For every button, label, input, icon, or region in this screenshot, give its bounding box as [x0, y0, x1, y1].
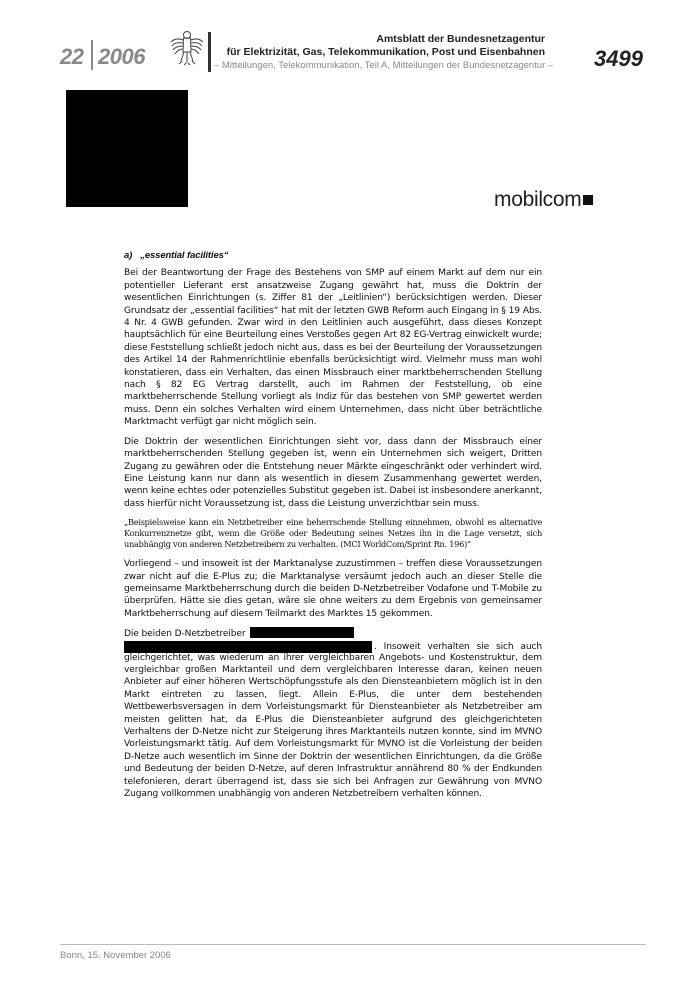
document-body: [124, 250, 542, 807]
paragraph-4-line-tail: . Insoweit verhalten sie sich auch: [374, 641, 542, 652]
federal-eagle-icon: [170, 28, 204, 66]
title-line-2: für Elektrizität, Gas, Telekommunikation, Post und Eisenbahnen: [226, 46, 545, 58]
header-rule: [208, 32, 211, 72]
publication-title: [215, 33, 545, 59]
paragraph-4-lead: Die beiden D-Netzbetreiber: [124, 629, 246, 640]
paragraph-3: Vorliegend – und insoweit ist der Marktanalyse zuzustimmen – treffen diese Voraussetzungen zwar nicht auf die E-Plus zu; die Marktanalyse versäumt jedoch auch an dieser Stelle die gemeinsame Marktbeherrschung durch die beiden D-Netzbetreiber Vodafone und T-Mobile zu überprüfen. Hätte sie dies getan, wäre sie ohne weiters zu dem Ergebnis von gemeinsamer Marktbeherrschung auf diesem Teilmarkt des Marktes 15 gekommen.: [124, 559, 542, 619]
issue-divider: [91, 40, 93, 70]
square-mark-icon: [583, 195, 593, 205]
footer-rule: [60, 944, 646, 945]
paragraph-2: Die Doktrin der wesentlichen Einrichtungen sieht vor, dass dann der Missbrauch einer marktbeherrschenden Stellung gegeben ist, wenn ein Unternehmen sich weigert, Dritten Zugang zu gewähren oder die Entstehung neuer Märkte eingeschränkt oder verhindert wird. Eine Leistung kann nur dann als wesentlich in diesem Zusammenhang gewertet werden, wenn keine echtes oder potenzielles Substitut gegeben ist. Dabei ist insbesondere anerkannt, dass hierfür nicht Voraussetzung ist, dass die Leistung unverzichtbar sein muss.: [124, 436, 542, 509]
mobilcom-logo: [494, 188, 593, 212]
paragraph-4-start: [124, 627, 542, 640]
issue-number: 22: [60, 44, 84, 69]
title-line-1: Amtsblatt der Bundesnetzagentur: [376, 33, 545, 45]
paragraph-1: Bei der Beantwortung der Frage des Bestehens von SMP auf einem Markt auf dem nur ein potentieller Lieferant erst ansatzweise Zugang gewährt hat, muss die Doktrin der wesentlichen Einrichtungen (s. Ziffer 81 der „Leitlinien“) berücksichtigen werden. Dieser Grundsatz der „essential facilities“ hat mit der letzten GWB Reform auch Eingang in § 19 Abs. 4 Nr. 4 GWB gefunden. Zwar wird in den Leitlinien auch ausgeführt, dass dieses Konzept hauptsächlich für eine Beurteilung eines Verstoßes gegen Art 82 EG-Vertrag einwickelt wurde; diese Feststellung schließt jedoch nicht aus, dass es bei der Beurteilung der Voraussetzungen des Artikel 14 der Rahmenrichtlinie ebenfalls berücksichtigt wird. Vielmehr muss man wohl konstatieren, dass ein Verhalten, das einen Missbrauch einer marktbeherrschenden Stellung nach § 82 EG Vertrag darstellt, auch im Rahmen der Feststellung, ob eine marktbeherrschende Stellung vorliegt als Indiz für das bestehen von SMP gewertet werden muss. Denn ein solches Verhalten wird einem Unternehmen, dass nicht über beträchtliche Marktmacht verfügt gar nicht möglich sein.: [124, 268, 542, 428]
section-title: „essential facilities“: [140, 250, 229, 261]
logo-text: mobilcom: [494, 188, 582, 211]
issue-year: 2006: [98, 44, 145, 69]
paragraph-4-redacted-line: [124, 641, 542, 652]
section-heading: [124, 250, 542, 262]
redaction-inline: [250, 627, 354, 638]
paragraph-4-rest: gleichgerichtet, was wiederum an ihrer vergleichbaren Angebots- und Kostenstruktur, dem vergleichbar großen Marktanteil und dem vergleichbaren Interesse daran, keinen neuen Anbieter auf einer höheren Wertschöpfungsstufe als den Diensteanbietern möglich ist in den Markt eintreten zu lassen, liegt. Allein E-Plus, die unter dem bestehenden Wettbewerbsversagen in dem Vorleistungsmarkt für Diensteanbieter als Netzbetreiber am meisten gelitten hat, da E-Plus die Diensteanbieter aufgrund des gleichgerichteten Verhaltens der D-Netze nicht zur Steigerung ihres Marktanteils nutzen konnte, sind im MVNO Vorleistungsmarkt tätig. Auf dem Vorleistungsmarkt für MVNO ist die Vorleistung der beiden D-Netze auch wesentlich im Sinne der Doktrin der wesentlichen Einrichtungen, da die Größe und Bedeutung der beiden D-Netze, auf deren Infrastruktur annährend 80 % der Endkunden telefonieren, derart überragend ist, dass sie sich bei Anfragen zur Gewährung von MVNO Zugang vollkommen unabhängig von anderen Netzbetreibern verhalten können.: [124, 652, 542, 800]
redaction-line-block: [124, 641, 372, 653]
publication-subtitle: – Mitteilungen, Telekommunikation, Teil A, Mitteilungen der Bundesnetzagentur –: [214, 60, 554, 71]
citation-quote: „Beispielsweise kann ein Netzbetreiber eine beherrschende Stellung einnehmen, obwohl es alternative Konkurrenznetze gibt, wenn die Größe oder Bedeutung seines Netzes ihn in die Lage versetzt, sich unabhängig von anderen Netzbetreibern zu verhalten. (MCI WorldCom/Sprint Rn. 196)“: [124, 517, 542, 550]
footer-date: Bonn, 15. November 2006: [60, 950, 171, 961]
section-label: a): [124, 250, 133, 261]
redaction-block: [66, 90, 188, 207]
page-number: 3499: [594, 46, 643, 71]
